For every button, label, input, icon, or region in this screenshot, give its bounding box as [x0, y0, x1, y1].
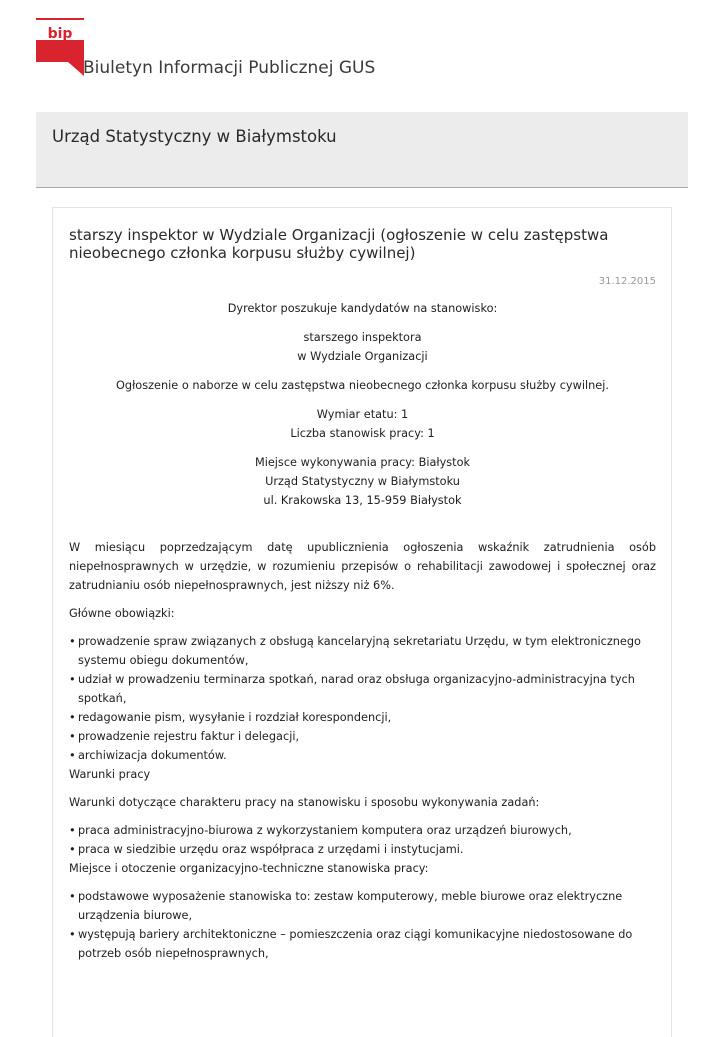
conditions-intro: Warunki dotyczące charakteru pracy na stanowisku i sposobu wykonywania zadań:	[69, 796, 540, 809]
unit-title[interactable]: Urząd Statystyczny w Białymstoku	[52, 127, 337, 146]
bip-logo-text: bip	[47, 26, 73, 42]
bip-logo	[36, 18, 84, 76]
list-item: • podstawowe wyposażenie stanowiska to: zestaw komputerowy, meble biurowe oraz elektryczne urządzenia biurowe,	[69, 887, 656, 925]
list-item: • praca w siedzibie urzędu oraz współpraca z urzędami i instytucjami.	[69, 840, 656, 859]
intro-text: Dyrektor poszukuje kandydatów na stanowisko:	[227, 302, 498, 315]
list-item: • prowadzenie spraw związanych z obsługą kancelaryjną sekretariatu Urzędu, w tym elektronicznego systemu obiegu dokumentów,	[69, 632, 656, 670]
list-item: • redagowanie pism, wysyłanie i rozdział korespondencji,	[69, 708, 656, 727]
urzad-address: ul. Krakowska 13, 15-959 Białystok	[263, 494, 462, 507]
list-item: • występują bariery architektoniczne – pomieszczenia oraz ciągi komunikacyjne niedostosowane do potrzeb osób niepełnosprawnych,	[69, 925, 656, 963]
wymiar-etatu: Wymiar etatu: 1	[316, 408, 409, 421]
disability-note: W miesiącu poprzedzającym datę upublicznienia ogłoszenia wskaźnik zatrudnienia osób niepełnosprawnych w urzędzie, w rozumieniu przepisów o rehabilitacji zawodowej i społecznej oraz zatrudnianiu osób niepełnosprawnych, jest niższy niż 6%.	[69, 541, 656, 592]
list-item: • praca administracyjno-biurowa z wykorzystaniem komputera oraz urządzeń biurowych,	[69, 821, 656, 840]
publication-date: 31.12.2015	[598, 276, 656, 287]
position-line-1: starszego inspektora	[303, 331, 422, 344]
list-item: • archiwizacja dokumentów.	[69, 746, 656, 765]
list-item: • udział w prowadzeniu terminarza spotkań, narad oraz obsługa organizacyjno-administracyjna tych spotkań,	[69, 670, 656, 708]
miejsce-pracy: Miejsce wykonywania pracy: Białystok	[254, 456, 471, 469]
unit-banner	[36, 112, 688, 188]
article-title: starszy inspektor w Wydziale Organizacji (ogłoszenie w celu zastępstwa nieobecnego członka korpusu służby cywilnej)	[69, 226, 609, 262]
urzad-name: Urząd Statystyczny w Białymstoku	[265, 475, 460, 488]
conditions-heading: Warunki pracy	[69, 768, 151, 781]
article-content	[69, 226, 656, 963]
list-item: • prowadzenie rejestru faktur i delegacji,	[69, 727, 656, 746]
position-line-2: w Wydziale Organizacji	[297, 350, 428, 363]
site-title[interactable]: Biuletyn Informacji Publicznej GUS	[83, 58, 376, 78]
duties-list	[69, 632, 656, 765]
duties-heading: Główne obowiązki:	[69, 607, 175, 620]
liczba-stanowisk: Liczba stanowisk pracy: 1	[290, 427, 435, 440]
environment-heading: Miejsce i otoczenie organizacyjno-techniczne stanowiska pracy:	[69, 862, 429, 875]
conditions-list	[69, 821, 656, 859]
environment-list	[69, 887, 656, 963]
announcement-text: Ogłoszenie o naborze w celu zastępstwa nieobecnego członka korpusu służby cywilnej.	[116, 379, 609, 392]
